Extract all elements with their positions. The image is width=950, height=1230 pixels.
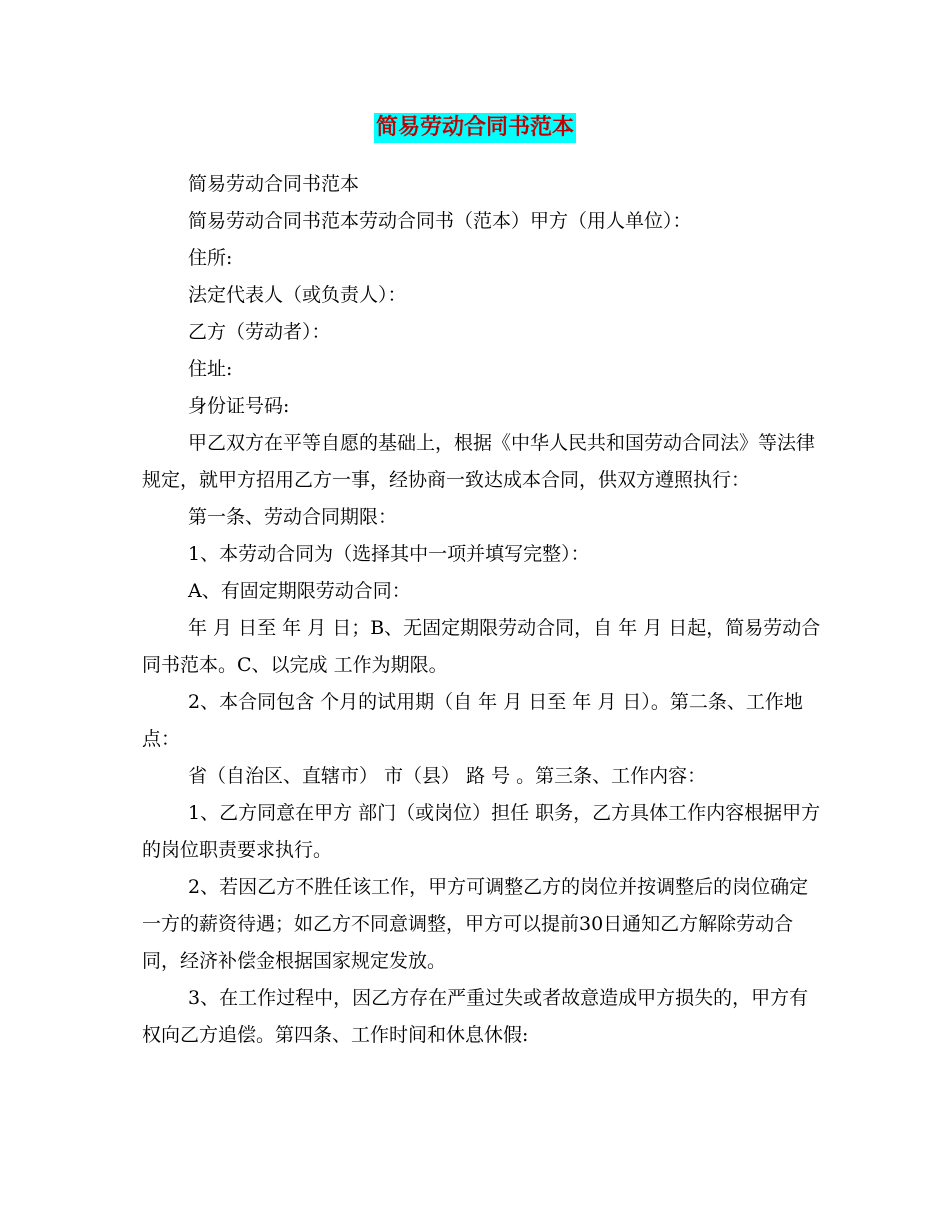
paragraph: 住所: xyxy=(188,247,233,269)
document-title: 简易劳动合同书范本 xyxy=(374,113,576,143)
paragraph: 简易劳动合同书范本 xyxy=(188,173,360,195)
paragraph: 住址: xyxy=(188,358,233,380)
paragraph: 2、若因乙方不胜任该工作，甲方可调整乙方的岗位并按调整后的岗位确定一方的薪资待遇；如乙方不同意调整，甲方可以提前30日通知乙方解除劳动合同，经济补偿金根据国家规定发放。 xyxy=(142,876,809,972)
paragraph: 3、在工作过程中，因乙方存在严重过失或者故意造成甲方损失的，甲方有权向乙方追偿。第四条、工作时间和休息休假: xyxy=(142,987,809,1046)
paragraph: 年 月 日至 年 月 日；B、无固定期限劳动合同，自 年 月 日起，简易劳动合同书范本。C、以完成 工作为期限。 xyxy=(142,617,821,676)
paragraph: 甲乙双方在平等自愿的基础上，根据《中华人民共和国劳动合同法》等法律规定，就甲方招用乙方一事，经协商一致达成本合同，供双方遵照执行： xyxy=(142,432,816,491)
paragraph: 身份证号码: xyxy=(188,395,290,417)
title-wrapper xyxy=(0,113,950,143)
paragraph: 法定代表人（或负责人）： xyxy=(188,284,407,306)
document-body xyxy=(142,166,822,1054)
paragraph: 2、本合同包含 个月的试用期（自 年 月 日至 年 月 日）。第二条、工作地点： xyxy=(142,691,803,750)
paragraph: 1、本劳动合同为（选择其中一项并填写完整）： xyxy=(188,543,590,565)
paragraph: 省（自治区、直辖市） 市（县） 路 号 。第三条、工作内容： xyxy=(188,765,707,787)
paragraph: 1、乙方同意在甲方 部门（或岗位）担任 职务，乙方具体工作内容根据甲方的岗位职责要求执行。 xyxy=(142,802,821,861)
paragraph: 简易劳动合同书范本劳动合同书（范本）甲方（用人单位）： xyxy=(188,210,692,232)
paragraph: 乙方（劳动者）： xyxy=(188,321,331,343)
paragraph: 第一条、劳动合同期限： xyxy=(188,506,398,528)
paragraph: A、有固定期限劳动合同： xyxy=(188,580,411,602)
